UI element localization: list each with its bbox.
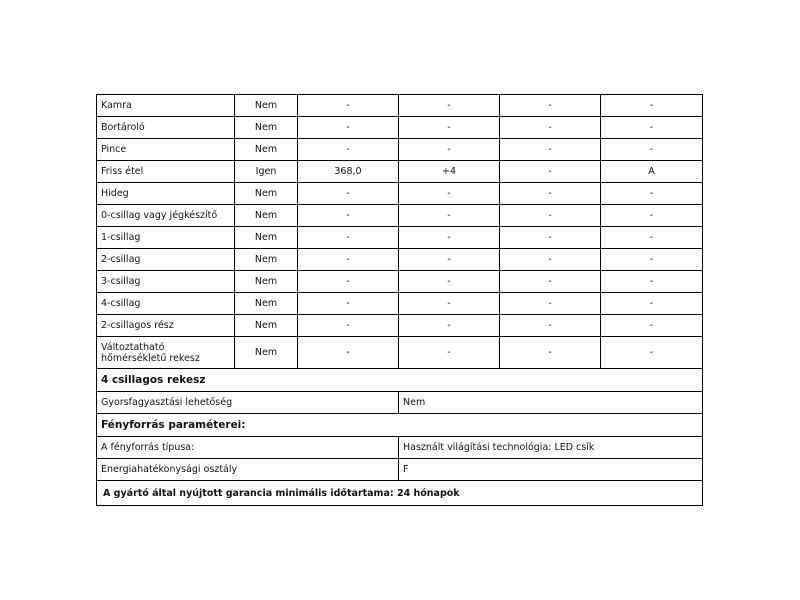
compartment-row <box>97 293 703 315</box>
compartment-present: Nem <box>235 117 298 139</box>
compartment-present: Nem <box>235 249 298 271</box>
energy-class-label: Energiahatékonysági osztály <box>97 459 399 481</box>
compartment-name: 1-csillag <box>97 227 235 249</box>
compartment-temp: - <box>399 337 500 369</box>
compartment-temp: - <box>399 205 500 227</box>
compartment-class: - <box>601 183 703 205</box>
fast-freeze-row <box>97 392 703 414</box>
compartment-freeze: - <box>500 117 601 139</box>
compartment-temp: - <box>399 183 500 205</box>
compartment-temp: - <box>399 315 500 337</box>
section-row <box>97 414 703 437</box>
compartment-class: - <box>601 139 703 161</box>
compartment-volume: - <box>298 315 399 337</box>
warranty-text: A gyártó által nyújtott garancia minimális időtartama: 24 hónapok <box>97 481 703 506</box>
compartment-freeze: - <box>500 161 601 183</box>
compartment-class: - <box>601 249 703 271</box>
compartment-temp: - <box>399 293 500 315</box>
compartment-freeze: - <box>500 183 601 205</box>
compartment-name: 3-csillag <box>97 271 235 293</box>
compartment-row <box>97 205 703 227</box>
compartment-freeze: - <box>500 271 601 293</box>
energy-class-value: F <box>399 459 703 481</box>
compartment-freeze: - <box>500 227 601 249</box>
compartment-row <box>97 161 703 183</box>
compartment-row <box>97 249 703 271</box>
compartment-class: - <box>601 117 703 139</box>
light-type-label: A fényforrás típusa: <box>97 437 399 459</box>
compartment-class: - <box>601 315 703 337</box>
compartment-class: A <box>601 161 703 183</box>
compartment-volume: - <box>298 293 399 315</box>
compartment-present: Nem <box>235 205 298 227</box>
warranty-row <box>97 481 703 506</box>
compartment-temp: - <box>399 227 500 249</box>
compartment-class: - <box>601 227 703 249</box>
compartment-volume: - <box>298 227 399 249</box>
compartment-name: Változtatható hőmérsékletű rekesz <box>97 337 235 369</box>
compartment-name: Bortároló <box>97 117 235 139</box>
section-light-title: Fényforrás paraméterei: <box>97 414 703 437</box>
compartment-name: Friss étel <box>97 161 235 183</box>
compartment-name: 0-csillag vagy jégkészítő <box>97 205 235 227</box>
compartment-temp: - <box>399 139 500 161</box>
compartment-present: Igen <box>235 161 298 183</box>
compartment-name: 2-csillagos rész <box>97 315 235 337</box>
compartment-volume: - <box>298 249 399 271</box>
compartment-name: 4-csillag <box>97 293 235 315</box>
compartment-volume: - <box>298 205 399 227</box>
compartment-name: 2-csillag <box>97 249 235 271</box>
compartment-temp: - <box>399 95 500 117</box>
compartment-volume: - <box>298 139 399 161</box>
compartment-temp: - <box>399 117 500 139</box>
energy-class-row <box>97 459 703 481</box>
compartment-name: Hideg <box>97 183 235 205</box>
compartment-volume: - <box>298 271 399 293</box>
compartment-present: Nem <box>235 337 298 369</box>
compartment-class: - <box>601 95 703 117</box>
compartment-temp: - <box>399 271 500 293</box>
compartment-present: Nem <box>235 271 298 293</box>
compartment-row <box>97 183 703 205</box>
compartment-row <box>97 227 703 249</box>
compartment-temp: - <box>399 249 500 271</box>
compartment-volume: - <box>298 337 399 369</box>
compartment-freeze: - <box>500 293 601 315</box>
light-type-row <box>97 437 703 459</box>
compartment-volume: - <box>298 183 399 205</box>
compartment-present: Nem <box>235 183 298 205</box>
compartment-row <box>97 117 703 139</box>
compartment-row <box>97 271 703 293</box>
compartment-name: Pince <box>97 139 235 161</box>
compartment-name: Kamra <box>97 95 235 117</box>
compartment-class: - <box>601 337 703 369</box>
section-4star-title: 4 csillagos rekesz <box>97 369 703 392</box>
compartment-present: Nem <box>235 293 298 315</box>
compartment-class: - <box>601 271 703 293</box>
compartment-freeze: - <box>500 315 601 337</box>
compartment-present: Nem <box>235 315 298 337</box>
compartment-volume: 368,0 <box>298 161 399 183</box>
compartment-volume: - <box>298 117 399 139</box>
compartment-row <box>97 315 703 337</box>
specs-table <box>96 94 703 506</box>
compartment-row <box>97 139 703 161</box>
fast-freeze-value: Nem <box>399 392 703 414</box>
compartment-volume: - <box>298 95 399 117</box>
compartment-present: Nem <box>235 95 298 117</box>
compartment-freeze: - <box>500 95 601 117</box>
compartment-temp: +4 <box>399 161 500 183</box>
compartment-row <box>97 95 703 117</box>
compartment-freeze: - <box>500 139 601 161</box>
compartment-row <box>97 337 703 369</box>
light-type-value: Használt világítási technológia: LED csík <box>399 437 703 459</box>
compartment-present: Nem <box>235 227 298 249</box>
compartment-freeze: - <box>500 337 601 369</box>
compartment-freeze: - <box>500 205 601 227</box>
section-row <box>97 369 703 392</box>
compartment-present: Nem <box>235 139 298 161</box>
fast-freeze-label: Gyorsfagyasztási lehetőség <box>97 392 399 414</box>
compartment-freeze: - <box>500 249 601 271</box>
compartment-class: - <box>601 205 703 227</box>
compartment-class: - <box>601 293 703 315</box>
